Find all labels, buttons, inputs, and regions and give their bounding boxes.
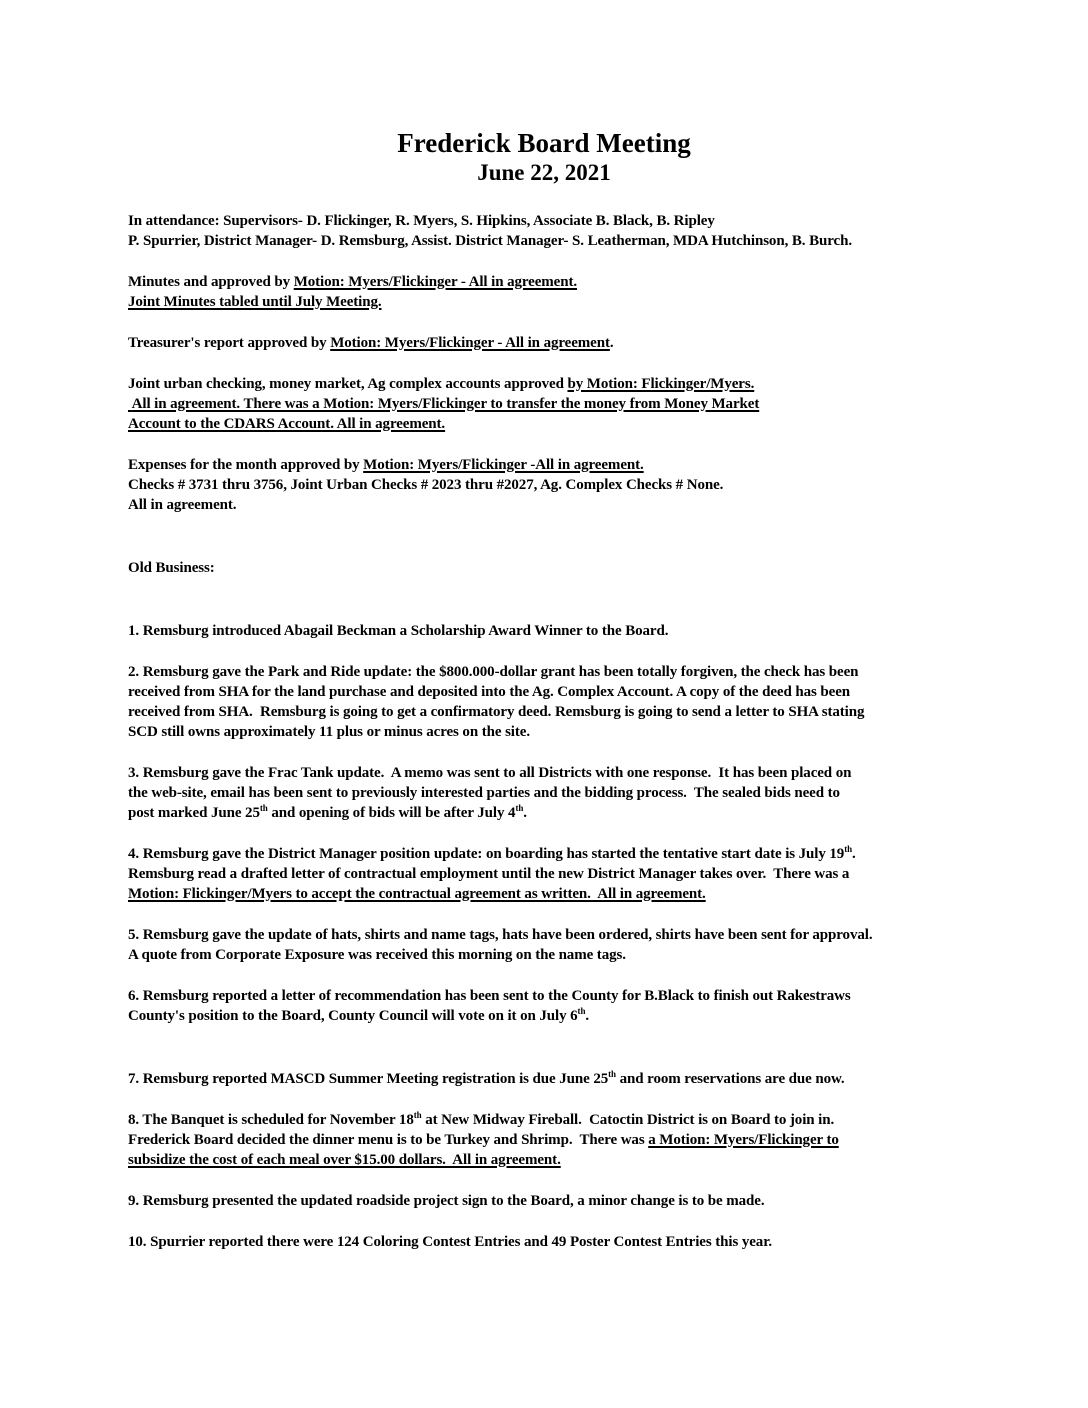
text-run: 10. Spurrier reported there were 124 Coloring Contest Entries and 49 Poster Contest Entries this year. [128,1234,773,1250]
text-run: post marked June 25 [128,805,260,821]
paragraph-accounts-approval [128,374,998,434]
text-run: Remsburg read a drafted letter of contractual employment until the new District Manager takes over. There was a [128,866,850,882]
text-run: In attendance: Supervisors- D. Flickinger, R. Myers, S. Hipkins, Associate B. Black, B. Ripley [128,213,715,229]
underlined-text-run: All in agreement. There was a Motion: Myers/Flickinger to transfer the money from Money Market [128,396,760,412]
text-run: . [609,335,614,351]
text-run: received from SHA. Remsburg is going to get a confirmatory deed. Remsburg is going to send a letter to SHA stating [128,704,865,720]
text-run: Checks # 3731 thru 3756, Joint Urban Checks # 2023 thru #2027, Ag. Complex Checks # None. [128,477,724,493]
paragraph-item-1 [128,621,998,641]
text-run: County's position to the Board, County Council will vote on it on July 6 [128,1008,578,1024]
text-run: 7. Remsburg reported MASCD Summer Meeting registration is due June 25 [128,1071,609,1087]
underlined-text-run: Motion: Flickinger/Myers to accept the contractual agreement as written. All in agreement. [128,886,706,902]
paragraph-item-3 [128,763,998,823]
text-run: Old Business: [128,560,215,576]
superscript-text-run: th [413,1110,422,1120]
text-run: 2. Remsburg gave the Park and Ride update: the $800.000-dollar grant has been totally forgiven, the check has been [128,664,859,680]
paragraph-item-6 [128,986,998,1026]
text-run: Frederick Board decided the dinner menu is to be Turkey and Shrimp. There was [128,1132,649,1148]
paragraph-item-4 [128,844,998,904]
document-title: Frederick Board Meeting [397,128,691,158]
underlined-text-run: by Motion: Flickinger/Myers. [567,376,755,392]
superscript-text-run: th [577,1006,586,1016]
text-run: 3. Remsburg gave the Frac Tank update. A memo was sent to all Districts with one response. It has been placed on [128,765,852,781]
underlined-text-run: subsidize the cost of each meal over $15.00 dollars. All in agreement. [128,1152,561,1168]
underlined-text-run: Motion: Myers/Flickinger -All in agreement. [363,457,644,473]
underlined-text-run: Motion: Myers/Flickinger - All in agreement [330,335,610,351]
text-run: Minutes and approved by [128,274,294,290]
text-run: SCD still owns approximately 11 plus or minus acres on the site. [128,724,530,740]
superscript-text-run: th [608,1069,616,1079]
superscript-text-run: th [844,844,853,854]
underlined-text-run: Joint Minutes tabled until July Meeting. [128,294,382,310]
text-run: 1. Remsburg introduced Abagail Beckman a Scholarship Award Winner to the Board. [128,623,669,639]
document-date: June 22, 2021 [477,160,611,185]
paragraph-expenses [128,455,998,515]
text-run: . [852,846,856,862]
text-run: Treasurer's report approved by [128,335,331,351]
text-run: 6. Remsburg reported a letter of recommendation has been sent to the County for B.Black to finish out Rakestraws [128,988,851,1004]
text-run: 9. Remsburg presented the updated roadside project sign to the Board, a minor change is to be made. [128,1193,765,1209]
text-run: Expenses for the month approved by [128,457,364,473]
text-run: 4. Remsburg gave the District Manager position update: on boarding has started the tentative start date is July 19 [128,846,845,862]
text-run: 5. Remsburg gave the update of hats, shirts and name tags, hats have been ordered, shirts have been sent for approval. [128,927,873,943]
superscript-text-run: th [515,803,524,813]
underlined-text-run: Motion: Myers/Flickinger - All in agreement. [293,274,578,290]
paragraph-item-8 [128,1110,998,1170]
paragraph-item-10 [128,1232,998,1252]
underlined-text-run: Account to the CDARS Account. All in agreement. [128,416,446,432]
paragraph-minutes-approval [128,272,998,312]
paragraph-item-5 [128,925,998,965]
paragraph-treasurers-report [128,333,998,353]
paragraph-attendance [128,211,998,251]
text-run: 8. The Banquet is scheduled for November 18 [128,1112,414,1128]
underlined-text-run: a Motion: Myers/Flickinger to [648,1132,839,1148]
text-run: and opening of bids will be after July 4 [267,805,516,821]
paragraph-item-7 [128,1069,998,1089]
paragraph-old-business-heading [128,558,998,578]
paragraph-item-9 [128,1191,998,1211]
text-run: received from SHA for the land purchase and deposited into the Ag. Complex Account. A copy of the deed has been [128,684,850,700]
text-run: and room reservations are due now. [615,1071,845,1087]
text-run: P. Spurrier, District Manager- D. Remsburg, Assist. District Manager- S. Leatherman, MDA Hutchinson, B. Burch. [128,233,852,249]
text-run: A quote from Corporate Exposure was received this morning on the name tags. [128,947,626,963]
superscript-text-run: th [259,803,268,813]
text-run: All in agreement. [128,497,237,513]
paragraph-item-2 [128,662,998,742]
document-body [128,211,998,1252]
text-run: Joint urban checking, money market, Ag complex accounts approved [128,376,568,392]
text-run: at New Midway Fireball. Catoctin District is on Board to join in. [421,1112,835,1128]
text-run: the web-site, email has been sent to previously interested parties and the bidding process. The sealed bids need to [128,785,840,801]
text-run: . [585,1008,590,1024]
text-run: . [523,805,527,821]
